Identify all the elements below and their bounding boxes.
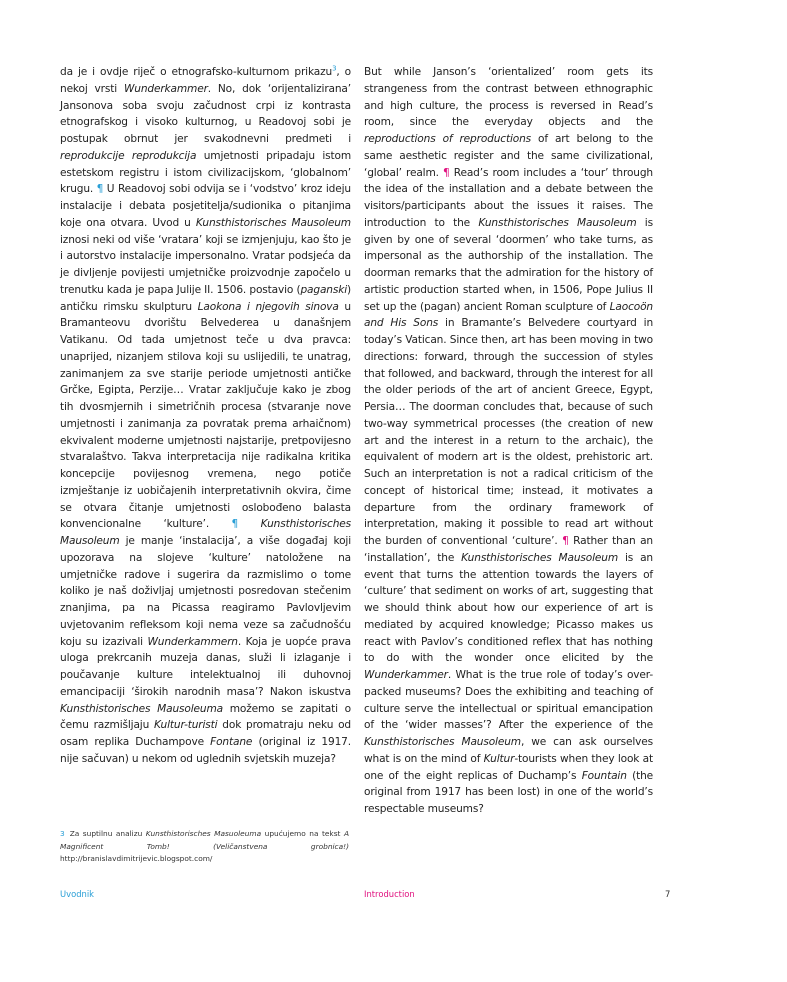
text-run: of art belong to the same aesthetic register and the same civilizational, ‘global’ realm. <box>364 133 654 179</box>
text-run: (original iz 1917. nije sačuvan) u nekom od uglednih svjetskih muzeja? <box>60 736 351 765</box>
footnote <box>60 828 349 866</box>
italic-term: A Magnificent Tomb! (Veličanstvena grobnica!) <box>60 829 350 851</box>
italic-term: Fountain <box>581 769 627 782</box>
italic-term: Fontane <box>210 736 253 748</box>
text-run: . Koja je uopće prava uloga prekrcanih muzeja danas, služi li izlaganje i poučavanje kulture intelektualnoj ili duhovnoj emancipaciji ‘širokih narodnih masa’? Nakon iskustva <box>60 635 351 698</box>
text-run: možemo se zapitati o čemu razmišljaju <box>60 702 351 732</box>
text-run: in Bramante’s Belvedere courtyard in today’s Vatican. Since then, art has been moving in two directions: forward, through the succession of styles that followed, and backward, through the interest for all the older periods of the art of ancient Greece, Egypt, Persia… The doorman concludes that, because of such two-way symmetrical processes (the creation of new art and the interest in a return to the archaic), the equivalent of modern art is the oldest, prehistoric art. Such an interpretation is not a radical criticism of the concept of historical time; instead, it motivates a departure from the ordinary framework of interpretation, making it possible to read art without the burden of conventional ‘culture’. <box>364 317 654 547</box>
text-run: iznosi neki od više ‘vratara’ koji se izmjenjuju, kao što je i autorstvo instalacije impersonalno. Vratar podsjeća da je divljenje povijesti umjetničke proizvodnje započelo u trenutku kada je papa Julije II. 1506. postavio ( <box>60 233 351 296</box>
footnote-number: 3 <box>60 829 65 838</box>
italic-term: Kunsthistorisches Mausoleum <box>478 216 637 229</box>
italic-term: Laocoön and His Sons <box>364 300 653 330</box>
text-run: , o nekoj vrsti <box>60 66 351 95</box>
text-run: upućujemo na tekst <box>261 829 344 838</box>
text-run: umjetnosti pripadaju istom estetskom registru i istom civilizacijskom, ‘globalnom’ krugu. <box>60 149 351 196</box>
text-run: Read’s room includes a ‘tour’ through the idea of the installation and a debate between the visitors/participants about the issues it raises. The introduction to the <box>364 166 653 229</box>
italic-term: Kunsthistorisches Masuoleuma <box>145 829 262 838</box>
italic-term: Kunsthistorisches Mausoleum <box>364 736 521 748</box>
footnote-reference[interactable]: 3 <box>332 64 337 73</box>
text-run: u Bramanteovu dvorištu Belvederea u današnjem Vatikanu. Od tada umjetnost teče u dva pravca: unaprijed, nizanjem stilova koji su uslijedili, te unatrag, zanimanjem za sve starije periode umjetnosti antičke Grčke, Egipta, Perzije… Vratar zaključuje kako je zbog tih dvosmjernih i simetričnih procesa (stvaranje nove umjetnosti i zanimanja za povratak prema arhaičnom) ekvivalent moderne umjetnosti najstarije, pretpovijesno stvaralaštvo. Takva interpretacija nije radikalna kritika koncepcije povijesnog vremena, nego potiče izmještanje iz uobičajenih interpretativnih okvira, čime se otvara čitanje umjetnosti oslobođeno balasta konvencionalne ‘kulture’. <box>60 300 351 531</box>
croatian-paragraph <box>60 64 351 768</box>
italic-term: reprodukcije reprodukcija <box>60 149 197 162</box>
text-run: But while Janson’s ‘orientalized’ room gets its strangeness from the contrast between ethnographic and high culture, the process is reversed in Read’s room, since the everyday objects and the <box>364 66 653 129</box>
text-run: is given by one of several ‘doormen’ who take turns, as impersonal as the authorship of the installation. The doorman remarks that the admiration for the history of artistic production started when, in 1506, Pope Julius II set up the (pagan) ancient Roman sculpture of <box>364 216 653 313</box>
text-run: , we can ask ourselves what is on the mind of <box>364 736 654 765</box>
italic-term: Wunderkammern <box>147 635 238 648</box>
english-paragraph <box>364 64 653 818</box>
text-run: dok promatraju neku od osam replika Duchampove <box>60 719 352 748</box>
pilcrow-mark: ¶ <box>231 518 239 531</box>
italic-term: reproductions of reproductions <box>364 133 532 145</box>
pilcrow-mark: ¶ <box>562 535 569 547</box>
italic-term: Kunsthistorisches Mausoleuma <box>60 702 223 715</box>
text-run: (the original from 1917 has been lost) in one of the world’s respectable museums? <box>364 769 653 815</box>
croatian-text-column <box>60 64 351 768</box>
text-run: da je i ovdje riječ o etnografsko-kulturnom prikazu <box>60 66 333 78</box>
italic-term: paganski <box>300 283 348 296</box>
italic-term: Kunsthistorisches Mausoleum <box>461 551 619 564</box>
english-text-column <box>364 64 653 818</box>
italic-term: Kunsthistorisches Mausoleum <box>195 216 351 229</box>
text-run: U Readovoj sobi odvija se i ‘vodstvo’ kroz ideju instalacije i debata posjetitelja/sudionika o pitanjima koje ona otvara. Uvod u <box>60 183 351 229</box>
text-run: . What is the true role of today’s over-packed museums? Does the exhibiting and teaching of culture serve the intellectual or spiritual emancipation of the ‘wider masses’? After the experience of the <box>364 669 653 732</box>
pilcrow-mark: ¶ <box>443 166 450 179</box>
italic-term: Wunderkammer <box>123 82 208 95</box>
text-run <box>238 518 260 530</box>
italic-term: Laokona i njegovih sinova <box>197 300 339 313</box>
italic-term: Wunderkammer <box>364 669 448 681</box>
pilcrow-mark: ¶ <box>96 183 104 196</box>
text-run: . No, dok ‘orijentalizirana’ Jansonova soba svoju začudnost crpi iz kontrasta etnografskog i visoko kulturnog, u Readovoj sobi je postupak obrnut jer svakodnevni predmeti i <box>60 82 351 145</box>
text-run: Za suptilnu analizu <box>69 829 146 838</box>
footer-section-croatian: Uvodnik <box>60 889 95 899</box>
italic-term: Kunsthistorisches Mausoleum <box>60 518 352 547</box>
italic-term: Kultur-turisti <box>154 719 218 732</box>
text-run: is an event that turns the attention towards the layers of ‘culture’ that sediment on works of art, suggesting that we should think about how our experience of art is mediated by acquired knowledge; Picasso makes us react with Pavlov’s conditioned reflex that has nothing to do with the wonder once elicited by the <box>364 551 653 665</box>
text-run: Rather than an ‘installation’, the <box>364 535 653 564</box>
footer-section-english: Introduction <box>364 889 415 899</box>
text-run: ) antičku rimsku skulpturu <box>60 283 351 313</box>
text-run: -tourists when they look at one of the eight replicas of Duchamp’s <box>364 752 653 782</box>
italic-term: Kultur <box>483 752 515 765</box>
footnote-url[interactable]: http://branislavdimitrijevic.blogspot.com/ <box>60 854 213 863</box>
text-run: je manje ‘instalacija’, a više događaj koji upozorava na slojeve ‘kulture’ natoložene na umjetničke radove i sugerira da razmislimo o tome koliko je naš doživljaj umjetnosti posredovan stečenim znanjima, pa na Picassa reagiramo Pavlovljevim uvjetovanim refleksom koji nema veze sa začudnošću koju su izazivali <box>60 535 351 648</box>
footnote-text <box>60 828 349 866</box>
page-number: 7 <box>665 889 671 899</box>
